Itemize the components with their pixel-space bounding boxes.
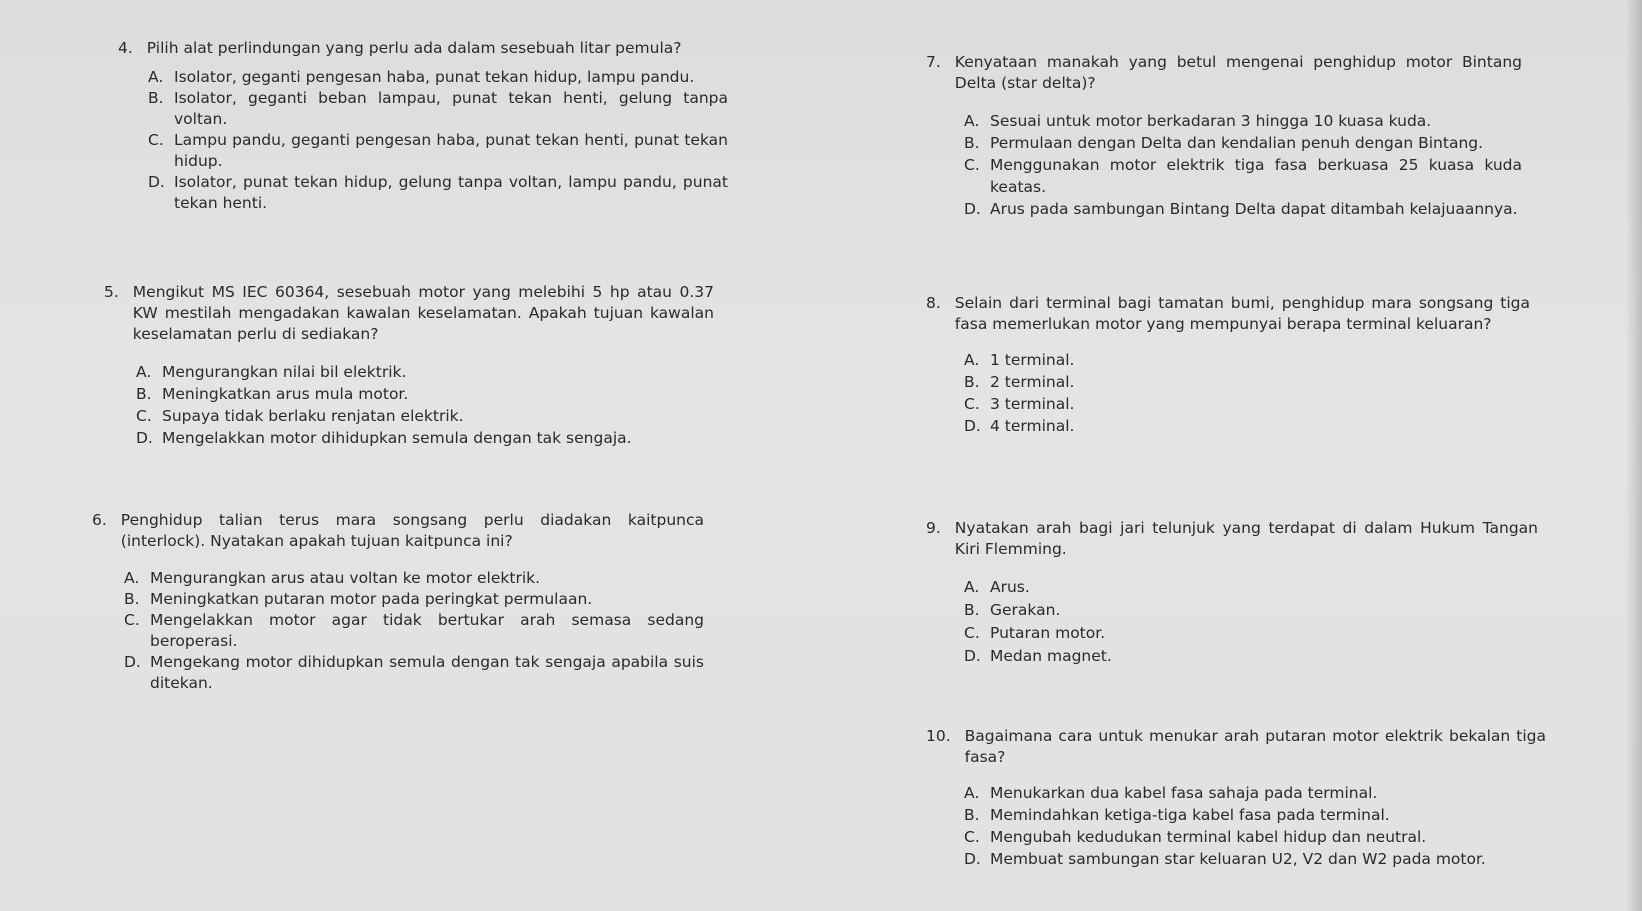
option-b: B. Meningkatkan putaran motor pada peringkat permulaan. <box>124 590 593 608</box>
question-7 <box>926 52 1522 220</box>
option-c: C. Putaran motor. <box>964 624 1106 642</box>
option-b: B. 2 terminal. <box>964 373 1075 391</box>
question-stem: Pilih alat perlindungan yang perlu ada dalam sesebuah litar pemula? <box>146 39 682 57</box>
question-9 <box>926 518 1538 668</box>
option-c: C. 3 terminal. <box>964 395 1075 413</box>
question-stem: Mengikut MS IEC 60364, sesebuah motor yang melebihi 5 hp atau 0.37 KW mestilah mengadakan kawalan keselamatan. Apakah tujuan kawalan keselamatan perlu di sediakan? <box>132 283 714 343</box>
question-stem: Kenyataan manakah yang betul mengenai penghidup motor Bintang Delta (star delta)? <box>954 53 1522 92</box>
option-a: A. Mengurangkan nilai bil elektrik. <box>136 363 407 381</box>
option-d: D. Mengekang motor dihidupkan semula dengan tak sengaja apabila suis ditekan. <box>124 653 704 692</box>
option-a: A. Arus. <box>964 578 1030 596</box>
question-stem: Penghidup talian terus mara songsang perlu diadakan kaitpunca (interlock). Nyatakan apakah tujuan kaitpunca ini? <box>120 511 704 550</box>
page-edge-shadow <box>1626 0 1642 911</box>
question-number: 6. <box>92 511 107 529</box>
question-stem: Bagaimana cara untuk menukar arah putaran motor elektrik bekalan tiga fasa? <box>964 727 1546 766</box>
option-c: C. Mengubah kedudukan terminal kabel hidup dan neutral. <box>964 828 1427 846</box>
option-d: D. Arus pada sambungan Bintang Delta dapat ditambah kelajuaannya. <box>964 200 1518 218</box>
question-stem: Selain dari terminal bagi tamatan bumi, penghidup mara songsang tiga fasa memerlukan motor yang mempunyai berapa terminal keluaran? <box>954 294 1530 333</box>
option-a: A. 1 terminal. <box>964 351 1075 369</box>
option-d: D. Membuat sambungan star keluaran U2, V2 dan W2 pada motor. <box>964 850 1486 868</box>
option-a: A. Sesuai untuk motor berkadaran 3 hingga 10 kuasa kuda. <box>964 112 1432 130</box>
question-stem: Nyatakan arah bagi jari telunjuk yang terdapat di dalam Hukum Tangan Kiri Flemming. <box>954 519 1538 558</box>
option-d: D. Medan magnet. <box>964 647 1112 665</box>
option-d: D. 4 terminal. <box>964 417 1075 435</box>
option-b: B. Permulaan dengan Delta dan kendalian penuh dengan Bintang. <box>964 134 1484 152</box>
option-b: B. Meningkatkan arus mula motor. <box>136 385 409 403</box>
option-a: A. Menukarkan dua kabel fasa sahaja pada terminal. <box>964 784 1378 802</box>
question-number: 7. <box>926 53 941 71</box>
question-number: 8. <box>926 294 941 312</box>
option-c: C. Supaya tidak berlaku renjatan elektrik. <box>136 407 464 425</box>
option-d: D. Isolator, punat tekan hidup, gelung tanpa voltan, lampu pandu, punat tekan henti. <box>148 173 728 212</box>
question-number: 5. <box>104 283 119 301</box>
option-c: C. Lampu pandu, geganti pengesan haba, punat tekan henti, punat tekan hidup. <box>148 131 728 170</box>
option-c: C. Mengelakkan motor agar tidak bertukar arah semasa sedang beroperasi. <box>124 611 704 650</box>
question-8 <box>926 293 1530 437</box>
option-b: B. Gerakan. <box>964 601 1061 619</box>
option-d: D. Mengelakkan motor dihidupkan semula dengan tak sengaja. <box>136 429 632 447</box>
option-a: A. Mengurangkan arus atau voltan ke motor elektrik. <box>124 569 541 587</box>
question-number: 4. <box>118 39 133 57</box>
question-6 <box>92 510 704 694</box>
option-c: C. Menggunakan motor elektrik tiga fasa berkuasa 25 kuasa kuda keatas. <box>964 156 1522 196</box>
option-a: A. Isolator, geganti pengesan haba, punat tekan hidup, lampu pandu. <box>148 68 695 86</box>
option-b: B. Isolator, geganti beban lampau, punat tekan henti, gelung tanpa voltan. <box>148 89 728 128</box>
question-10 <box>926 726 1546 870</box>
question-number: 10. <box>926 727 951 745</box>
option-b: B. Memindahkan ketiga-tiga kabel fasa pada terminal. <box>964 806 1390 824</box>
question-5 <box>104 282 714 449</box>
question-4 <box>118 38 728 214</box>
question-number: 9. <box>926 519 941 537</box>
